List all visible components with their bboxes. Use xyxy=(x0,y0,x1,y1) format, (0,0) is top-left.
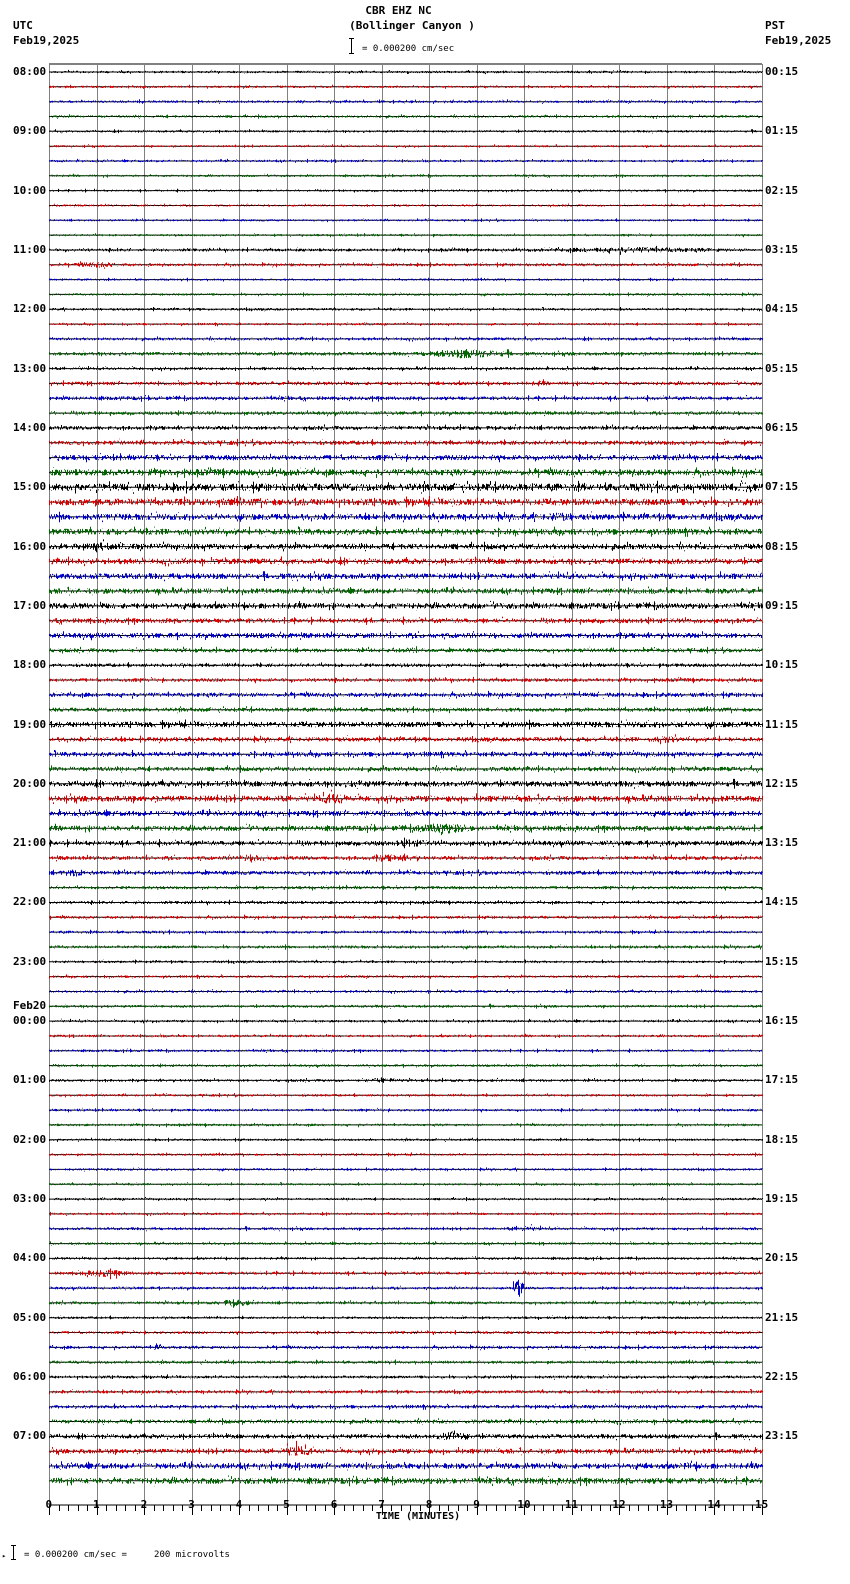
footer-scale-note: = 0.000200 cm/sec = 200 microvolts xyxy=(24,1550,230,1560)
pst-hour-label: 03:15 xyxy=(765,242,799,256)
utc-hour-label: 21:00 xyxy=(13,836,47,850)
footer-marker: ▸ xyxy=(2,1552,7,1560)
left-timezone: UTC xyxy=(13,19,33,32)
utc-hour-label: 15:00 xyxy=(13,480,47,494)
pst-hour-label: 17:15 xyxy=(765,1073,799,1087)
pst-hour-label: 13:15 xyxy=(765,836,799,850)
x-tick-label: 5 xyxy=(283,1498,290,1511)
utc-hour-label: 18:00 xyxy=(13,658,47,672)
pst-hour-label: 04:15 xyxy=(765,302,799,316)
pst-hour-label: 15:15 xyxy=(765,954,799,968)
pst-hour-label: 00:15 xyxy=(765,65,799,78)
utc-hour-label: 01:00 xyxy=(13,1073,47,1087)
x-tick-label: 10 xyxy=(517,1498,531,1511)
pst-hour-label: 19:15 xyxy=(765,1192,799,1206)
pst-hour-label: 05:15 xyxy=(765,361,799,375)
utc-hour-label: 07:00 xyxy=(13,1429,47,1443)
x-tick-label: 9 xyxy=(473,1498,480,1511)
pst-hour-label: 20:15 xyxy=(765,1251,799,1265)
x-tick-label: 11 xyxy=(564,1498,579,1511)
x-tick-label: 13 xyxy=(659,1498,674,1511)
x-tick-label: 15 xyxy=(755,1498,769,1511)
utc-hour-label: 10:00 xyxy=(13,183,47,197)
utc-hour-label: 11:00 xyxy=(13,242,47,256)
utc-hour-label: 17:00 xyxy=(13,598,47,612)
pst-hour-label: 02:15 xyxy=(765,183,799,197)
pst-hour-label: 14:15 xyxy=(765,895,799,909)
utc-hour-label: 22:00 xyxy=(13,895,47,909)
pst-hour-label: 01:15 xyxy=(765,124,799,138)
pst-hour-label: 22:15 xyxy=(765,1370,799,1384)
scale-label: = 0.000200 cm/sec xyxy=(362,44,455,54)
right-timezone: PST xyxy=(765,19,785,32)
x-tick-label: 1 xyxy=(93,1498,100,1511)
utc-hour-label: 16:00 xyxy=(13,539,47,553)
pst-hour-label: 23:15 xyxy=(765,1429,799,1443)
pst-hour-label: 10:15 xyxy=(765,658,799,672)
utc-hour-label: 13:00 xyxy=(13,361,47,375)
utc-hour-label: 09:00 xyxy=(13,124,47,138)
x-tick-label: 12 xyxy=(612,1498,626,1511)
pst-hour-label: 16:15 xyxy=(765,1014,799,1028)
x-tick-label: 14 xyxy=(707,1498,721,1511)
station-title: CBR EHZ NC xyxy=(365,4,432,17)
x-tick-label: 3 xyxy=(188,1498,195,1511)
utc-hour-label: 08:00 xyxy=(13,65,47,78)
x-axis-title: TIME (MINUTES) xyxy=(375,1511,461,1522)
pst-hour-label: 21:15 xyxy=(765,1310,799,1324)
utc-hour-label: 20:00 xyxy=(13,776,47,790)
utc-hour-label: 02:00 xyxy=(13,1132,47,1146)
station-location: (Bollinger Canyon ) xyxy=(349,19,475,32)
footer-scale-bar-icon xyxy=(11,1545,16,1560)
pst-hour-label: 07:15 xyxy=(765,480,799,494)
utc-hour-label: 06:00 xyxy=(13,1370,47,1384)
utc-hour-label: 14:00 xyxy=(13,420,47,434)
x-tick-label: 0 xyxy=(45,1498,53,1511)
x-tick-label: 6 xyxy=(330,1498,338,1511)
x-tick-label: 7 xyxy=(378,1498,385,1511)
utc-hour-label: 23:00 xyxy=(13,954,47,968)
date-change-label: Feb20 xyxy=(13,999,47,1013)
pst-hour-label: 12:15 xyxy=(765,776,799,790)
utc-hour-label: 19:00 xyxy=(13,717,47,731)
x-tick-label: 2 xyxy=(140,1498,148,1511)
x-tick-label: 8 xyxy=(425,1498,433,1511)
pst-hour-label: 08:15 xyxy=(765,539,799,553)
utc-hour-label: 05:00 xyxy=(13,1310,47,1324)
utc-hour-label: 04:00 xyxy=(13,1251,47,1265)
utc-hour-label: 00:00 xyxy=(13,1014,47,1028)
utc-hour-label: 12:00 xyxy=(13,302,47,316)
utc-hour-label: 03:00 xyxy=(13,1192,47,1206)
pst-hour-label: 18:15 xyxy=(765,1132,799,1146)
pst-hour-label: 06:15 xyxy=(765,420,799,434)
pst-hour-label: 09:15 xyxy=(765,598,799,612)
right-date: Feb19,2025 xyxy=(765,34,832,47)
pst-hour-label: 11:15 xyxy=(765,717,799,731)
left-date: Feb19,2025 xyxy=(13,34,80,47)
x-tick-label: 4 xyxy=(235,1498,243,1511)
